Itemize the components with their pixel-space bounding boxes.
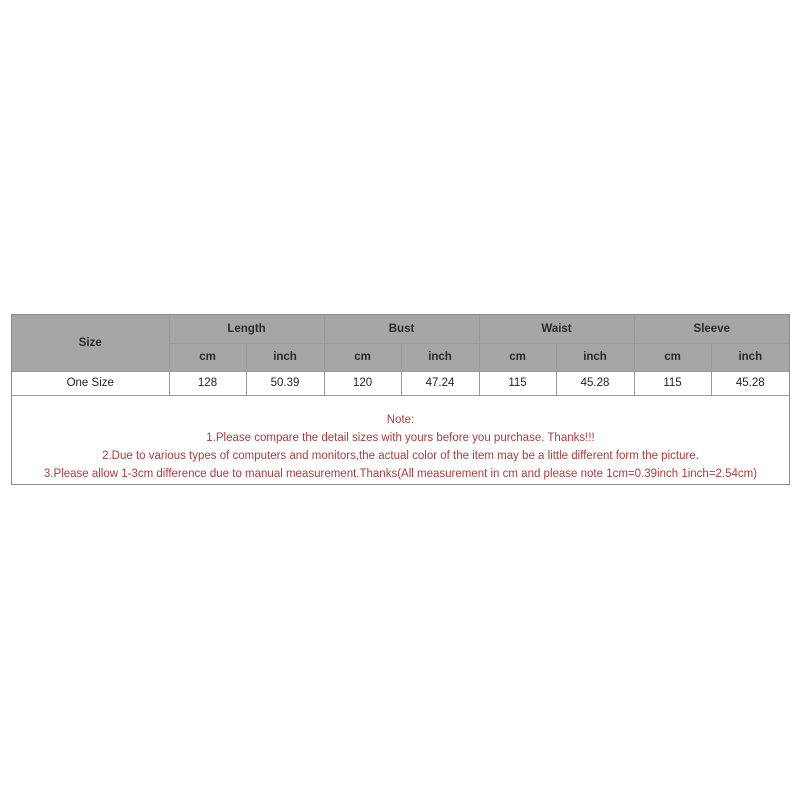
unit-header: inch — [401, 343, 479, 371]
note-line: 2.Due to various types of computers and monitors,the actual color of the item may be a little different form the picture. — [102, 450, 699, 462]
group-header-waist: Waist — [479, 315, 634, 343]
unit-header: cm — [324, 343, 401, 371]
value-cell: 128 — [169, 371, 246, 395]
size-table — [12, 315, 789, 396]
unit-header: cm — [169, 343, 246, 371]
value-cell: 47.24 — [401, 371, 479, 395]
header-row-groups — [12, 315, 789, 343]
unit-header: cm — [634, 343, 711, 371]
group-header-length: Length — [169, 315, 324, 343]
size-chart — [11, 314, 790, 485]
value-cell: 115 — [634, 371, 711, 395]
value-cell: 45.28 — [711, 371, 789, 395]
value-cell: 50.39 — [246, 371, 324, 395]
value-cell: 45.28 — [556, 371, 634, 395]
unit-header: cm — [479, 343, 556, 371]
group-header-sleeve: Sleeve — [634, 315, 789, 343]
unit-header: inch — [711, 343, 789, 371]
note-title: Note: — [386, 414, 415, 426]
notes-block — [12, 411, 789, 483]
size-header: Size — [12, 315, 169, 371]
value-cell: 120 — [324, 371, 401, 395]
note-line: 3.Please allow 1-3cm difference due to manual measurement.Thanks(All measurement in cm and please note 1cm=0.39inch 1inch=2.54cm) — [43, 468, 758, 480]
unit-header: inch — [556, 343, 634, 371]
group-header-bust: Bust — [324, 315, 479, 343]
value-cell: 115 — [479, 371, 556, 395]
size-cell: One Size — [12, 371, 169, 395]
unit-header: inch — [246, 343, 324, 371]
note-line: 1.Please compare the detail sizes with yours before you purchase. Thanks!!! — [206, 432, 595, 444]
table-row — [12, 371, 789, 395]
